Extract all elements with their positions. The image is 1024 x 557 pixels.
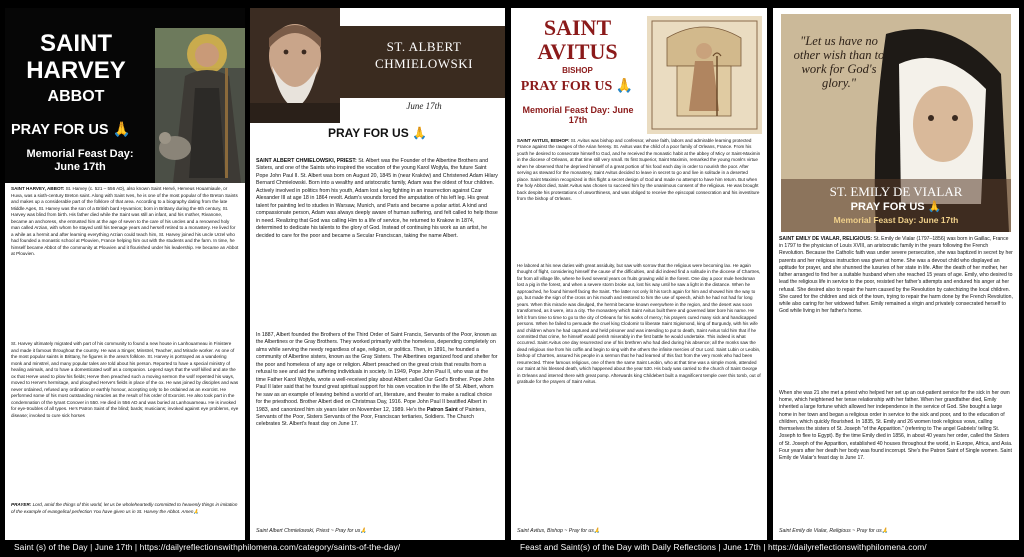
avitus-feast: Memorial Feast Day: June 17th bbox=[522, 105, 634, 125]
emily-bio-para2: When she was 21 she met a priest who helped her set up an out-patient service for the sick in her own home, which heightened her tense relationship with her father. When her grandfather died, Emily inherited a large fortune which allowed her independence in the service of God. She bought a large home in her town and began a religious order in service to the sick and poor, and to the education of children, which quickly flourished. In 1835, St. Emily and 26 women took religious vows, calling themselves the sisters of St. Joseph "of the Apparition." (referring to The angel Gabriels' telling St. Joseph to flee to Egypt). By the time Emily died in 1856, in about 40 years her order, called the Sisters of St. Joseph of the Apparition, established 40 houses throughout the world, in Europe, Africa, and Asia. Four years after her death her body was found incorrupt. She's the Patron Saint of Single women. Saint Emily de Vialar's feast day is June 17. bbox=[779, 390, 1013, 461]
avitus-closing: Saint Avitus, Bishop ~ Pray for us🙏 bbox=[517, 528, 601, 534]
harvey-bio-para1: SAINT HARVEY, ABBOT: St. Harvey (c. 521 – 556 AD), also known Saint Hervé, Herveus Houarniaule, or Huva, was a sixth-century Breton saint. Along with Saint Ives, he is one of the most popular of the Breton Saints and makes up a considerable part of the folklore of that area. According to a biography dating from the late Middle Ages, St. Harvey was the son of a British bard Hyvarnion; born in Brittany during the 6th century, St. Harvey was blind from birth. His father died while the Saint was still an infant, and his mother, Rivanone, became an anchoress, she entrusted him at the age of seven to the care of his uncles and a renowned holy man called Arzian, with whom he stayed until his teenage years and herself retired to a monastery. He lived for a while as a hermit and after learning everything Arzian could teach him, St. Harvey joined his uncle Urzel who had founded a monastic school at Plouvien, France helping him out with the students and the farm. In time, he himself became Abbot of the community at Plouvien and it flourished under his leadership. He became an Abbot at Plouvien. bbox=[11, 186, 239, 257]
avitus-bio-para2: He labored at his new duties with great assiduity, but saw with sorrow that the religious were becoming lax. He again thought of flight, considering himself the cause of the difficulties, and did indeed find a solitude in the diocese of Chartres, far from all village life, where he lived several years on fruits growing wild in the forest. One day a poor mule herdsman lost a pig in the forest, and when a severe storm broke out, lost his way until he saw a light in the distance. When he approached, he found himself facing the Saint. The latter not only lit his torch again for him and showed him the way to go, but made the sign of the cross on his mouth and restored to him the use of speech, which he had not had for long years. When this miracle was divulged, the hermit became known everywhere in the region, and the desert was soon transformed, as it were, into a city. The monastery which Saint Avitus built there and governed later bore his name. He left it from time to time to go to the city of Orleans for his works of mercy; his prayers cured many sick and handicapped persons. When he failed to persuade the cruel king Clodomir to liberate Saint Sigismond, king of Burgundy, with his wife and children whom he had captured and held prisoner and was intending to put to death, Saint Avitus told him that if he committed that crime, he himself would perish miserably in the first battle he would undertake. This indeed is what occurred. Saint Avitus one day resurrected one of his brethren who had died during his absence; all the monks saw the dead religious rise from his coffin and begin to sing with the others the infinite mercies of Our Lord. Saint Lubin or Leobin, bishop of Chartres, assured his people in a sermon that he had learned of this fact from the very monk who had been resurrected. Three famous religious, one of them the same Saint Leobin, who at that time was a simple monk, attended our Saint at his blessed death, which happened about the year 530. His body was carried to the church of Saint George in Orleans and interred there with great pomp. Afterwards king Childebert built a magnificent temple over this tomb, out of gratitude for the prayers of Saint Avitus. bbox=[517, 263, 761, 385]
albert-bio-para2: In 1887, Albert founded the Brothers of the Third Order of Saint Francis, Servants of the Poor, known as the Albertines or the Gray Brothers. They worked primarily with the homeless, depending completely on alms while serving the needy regardless of age, religion, or politics. Then, in 1891, he founded a community of Albertine sisters, known as the Gray Sisters. The Albertines organized food and shelter for the poor and homeless of any age or religion. Albert preached on the great crisis that results from a refusal to see and aid the suffering individuals in society. In 1949, Pope John Paul II, who was at the time Father Karol Wojtyła, wrote a well-received play about Albert called Our God's Brother. Pope John Paul II later said that he found great spiritual support for his own vocation in the life of St. Albert, whom he saw as an example of leaving behind a world of art, literature, and theater to make a radical choice for the priesthood. Brother Albert died on Christmas Day, 1916. Pope John Paul II beatified Albert in 1983, and canonized him six years later on November 12, 1989. He's the Patron Saint of Painters, Servants of the Poor, Sisters Servants of the Poor, Franciscan tertiaries, Soldiers. The Church celebrates St. Albert's feast day on June 17. bbox=[256, 332, 498, 428]
caption-left: Saint (s) of the Day | June 17th | https://dailyreflectionswithphilomena.com/category/saints-of-the-day/ bbox=[14, 542, 401, 552]
emily-name: ST. EMILY DE VIALAR bbox=[829, 184, 963, 199]
albert-date: June 17th bbox=[406, 101, 442, 111]
saint-harvey-portrait-image bbox=[155, 28, 245, 183]
saint-albert-photo bbox=[250, 8, 340, 123]
avitus-lead: SAINT AVITUS, BISHOP: bbox=[517, 138, 570, 143]
emily-header bbox=[781, 14, 1011, 232]
saint-emily-panel bbox=[773, 8, 1019, 540]
avitus-pray: PRAY FOR US 🙏 bbox=[520, 79, 634, 94]
harvey-lead: SAINT HARVEY, ABBOT: bbox=[11, 186, 65, 191]
emily-pray: PRAY FOR US 🙏 bbox=[850, 201, 942, 213]
emily-lead: SAINT EMILY DE VIALAR, RELIGIOUS: bbox=[779, 236, 873, 242]
emily-closing: Saint Emily de Vialar, Religious ~ Pray for us🙏 bbox=[779, 528, 889, 534]
harvey-prayer: PRAYER: Lord, amid the things of this world, let us be wholeheartedly committed to heavenly things in imitation of the example of evangelical perfection You have given us in St. Harvey the Abbot. Amen🙏 bbox=[11, 502, 238, 514]
avitus-bio-para1: SAINT AVITUS, BISHOP: St. Avitus was bishop and confessor, whose faith, labors and admirable learning protected France against the ravages of the Arian heresy. St. Avitus was the child of a poor family of Orleans, France. From his youth he desired to consecrate himself to God, and he received the monastic habit at the abbey of Micy or Saint-Maximin in the diocese of Orleans, at that time still very small. Its first Superior, Saint Maximin, remarked the young monk's virtue when he observed that he deprived himself of a great portion of his food each day in order to nourish the poor. After serving as steward for the monastery, Saint Avitus decided to leave in secret to go and live in solitude in a deserted place. Saint Maximin recognized in this flight a secret design of God and made no attempt to have him return. But when the holy Abbot died, Saint Avitus was chosen to succeed him by the unanimous consent of the religious. He was brought back despite his protestations of unworthiness, and was obliged to receive the episcopal consecration and his investiture from the bishop of Orleans. bbox=[517, 138, 761, 202]
saint-albert-panel bbox=[250, 8, 505, 540]
harvey-bio-para2: St. Harvey ultimately migrated with part of his community to found a new house in Lanhouarneau in Finistere and made it famous throughout the country. He was a Singer, Minstrel, Teacher, and Miracle worker. As one of the most popular saints in Brittany, he figures in the area's folklore. St. Harvey is portrayed as a wandering monk and minstrel, and many popular tales are told about his person. Reported to have a special ministry of healing animals, and to have a domesticated wolf as a companion. Legend says that the wolf killed and ate the ox that Herve used to plow his fields; Herve then preached such a moving sermon the wolf repented his ways, moved to Herve's hermitage, and ploughed Herve's fields in place of the ox. He was joined by disciples and was never ordained, refused any ordination or earthly honour, accepting only to be ordained as an exorcist. He performed some of his most outstanding miracles as the result of his order of Exorcist. He also took part in the condemnation of the tyrant Conover in 550. He died in 556 AD and was buried at Lanhouarneau. He is invoked for eye-troubles of all types. He's Patron Saint of the blind; bards; musicians; invoked against eye problems, eye disease; invoked to cure sick horses bbox=[11, 341, 239, 418]
emily-bio-para1: SAINT EMILY DE VIALAR, RELIGIOUS: St. Emily de Vialar (1797–1856) was born in Gaillac, France in 1797 to the physician of Louis XVIII, an aristocratic family in the years following the French Revolution. Because the Catholic faith was under severe persecution, she was baptized in secret by her parents and her religious instruction was given at home. She was a devout child who displayed an aptitude for prayer, and she shunned the luxuries of her state in life. After the death of her mother, her father arranged to find her a suitable husband when she reached 15 years of age. Emily, who desired to lead the religious life in service to the poor, resisted her father's attempts and endured his anger at her refusal. She desired also to repair the harm caused by the Revolution by catechizing the local children. She cared for the children and sick of the town, trying to repair the harm done by the French Revolution, while also caring for her widowed father. Emily remained a virgin and privately consecrated herself to God while living in her father's home. bbox=[779, 236, 1013, 315]
emily-quote: "Let us have no other wish than to work for God's glory." bbox=[793, 34, 885, 90]
harvey-subtitle: ABBOT bbox=[47, 88, 105, 105]
saint-avitus-panel bbox=[511, 8, 767, 540]
harvey-header bbox=[5, 8, 245, 183]
saint-avitus-illustration bbox=[647, 16, 762, 134]
albert-name: ST. ALBERT CHMIELOWSKI bbox=[375, 39, 473, 71]
albert-header bbox=[250, 8, 505, 156]
albert-lead: SAINT ALBERT CHMIELOWSKI, PRIEST: bbox=[256, 158, 357, 164]
saint-harvey-panel bbox=[5, 8, 245, 540]
albert-bio-para1: SAINT ALBERT CHMIELOWSKI, PRIEST: St. Albert was the Founder of the Albertine Brothers and Sisters, and one of the Saints who inspired the vocation of the young Karol Wojtyla, the future Saint Pope John Paul II. St. Albert was born on August 20, 1845 in (near Kraków) and Christened Adam Hilary Bernard Chmielowski. Born into a wealthy and aristocratic family, Adam was the oldest of four children. Actively involved in politics from his youth, Adam lost a leg fighting in an insurrection against Czar Alexander III at age 18 in 1864 revolt. Adam's wounds forced the amputation of his left leg. His great talent for painting led to studies in Warsaw, Munich, and Paris and became a polar artist. A kind and compassionate person, Adam was always deeply aware of human suffering, and felt called to help those in need. Realizing that God was calling Him to a life of service, he returned to Krakow in 1874, determined to dedicate his talents to the glory of God. Instead of continuing his work as an artist, he decided to care for the poor and became a Secular Franciscan, taking the name Albert. bbox=[256, 158, 498, 239]
caption-right: Feast and Saint(s) of the Day with Daily Reflections | June 17th | https://dailyreflectionswithphilomena.com/ bbox=[520, 542, 927, 552]
albert-closing: Saint Albert Chmielowski, Priest ~ Pray for us🙏 bbox=[256, 528, 367, 534]
avitus-title: SAINT AVITUS bbox=[537, 15, 618, 64]
albert-pray: PRAY FOR US 🙏 bbox=[328, 126, 427, 140]
harvey-pray: PRAY FOR US 🙏 bbox=[11, 122, 131, 138]
avitus-subtitle: BISHOP bbox=[562, 66, 593, 75]
harvey-title: SAINT HARVEY bbox=[26, 30, 126, 84]
emily-feast: Memorial Feast Day: June 17th bbox=[833, 215, 959, 225]
harvey-feast: Memorial Feast Day: June 17th bbox=[26, 148, 134, 173]
